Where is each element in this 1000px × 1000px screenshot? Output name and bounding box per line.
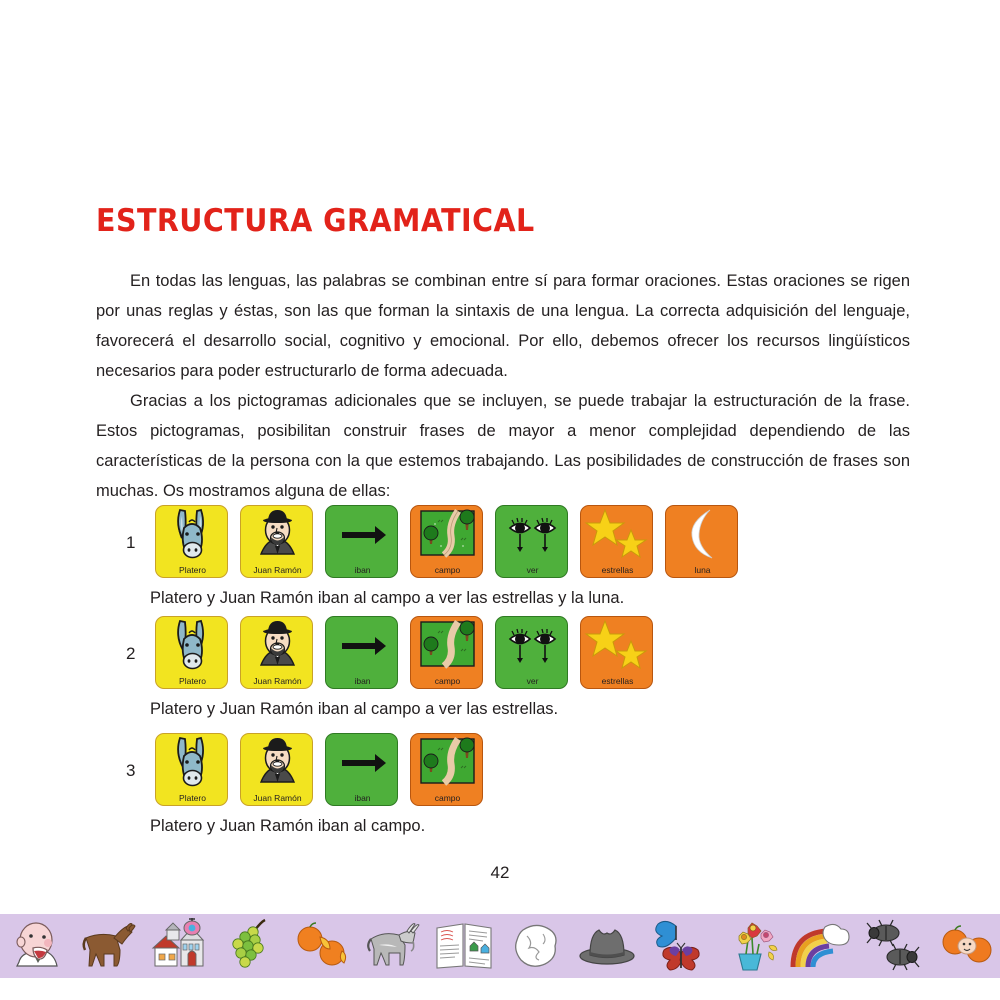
donkey-head-icon xyxy=(156,734,228,790)
footer-icon-slot xyxy=(714,914,785,978)
footer-icon-slot xyxy=(214,914,285,978)
pictogram-label: iban xyxy=(354,793,371,803)
pictogram-label: Juan Ramón xyxy=(253,676,302,686)
right-arrow-icon xyxy=(326,617,398,673)
pictogram-card-iban[interactable] xyxy=(325,505,398,578)
open-book-icon xyxy=(433,918,495,974)
countryside-icon xyxy=(411,506,483,562)
pictogram-strip xyxy=(155,616,653,689)
row-number: 3 xyxy=(126,761,136,780)
rainbow-icon xyxy=(789,921,853,971)
page-number: 42 xyxy=(490,863,510,882)
pictogram-label: Platero xyxy=(179,565,206,575)
grapes-icon xyxy=(221,918,279,974)
footer-icon-row xyxy=(0,914,1000,978)
man-with-hat-icon xyxy=(241,506,313,562)
butterflies-icon xyxy=(650,918,708,974)
pictogram-card-campo[interactable] xyxy=(410,616,483,689)
goat-icon xyxy=(363,919,423,973)
footer-icon-slot xyxy=(357,914,428,978)
pictogram-label: Platero xyxy=(179,793,206,803)
pictogram-card-juan-ramon[interactable] xyxy=(240,616,313,689)
pictogram-label: estrellas xyxy=(601,676,634,686)
pictogram-label: ver xyxy=(526,676,539,686)
pictogram-card-platero[interactable] xyxy=(155,505,228,578)
pictogram-label: iban xyxy=(354,565,371,575)
oranges-icon xyxy=(290,919,352,973)
pictogram-strip xyxy=(155,505,738,578)
pictogram-label: Juan Ramón xyxy=(253,793,302,803)
right-arrow-icon xyxy=(326,506,398,562)
pictogram-card-ver[interactable] xyxy=(495,616,568,689)
pictogram-card-platero[interactable] xyxy=(155,616,228,689)
pictogram-label: luna xyxy=(694,565,711,575)
pictogram-label: Platero xyxy=(179,676,206,686)
pictogram-card-campo[interactable] xyxy=(410,505,483,578)
child-face-icon xyxy=(7,918,65,974)
pictogram-card-platero[interactable] xyxy=(155,733,228,806)
fruit-icon xyxy=(935,920,993,972)
stars-icon xyxy=(581,506,653,562)
countryside-icon xyxy=(411,734,483,790)
sentence-caption: Platero y Juan Ramón iban al campo a ver las estrellas y la luna. xyxy=(150,589,625,607)
pictogram-label: campo xyxy=(434,793,461,803)
footer-icon-slot xyxy=(143,914,214,978)
crescent-moon-icon xyxy=(666,506,738,562)
pictogram-card-campo[interactable] xyxy=(410,733,483,806)
countryside-icon xyxy=(411,617,483,673)
footer-icon-slot xyxy=(71,914,142,978)
pictogram-card-iban[interactable] xyxy=(325,616,398,689)
paragraph-1: En todas las lenguas, las palabras se combinan entre sí para formar oraciones. Estas oraciones se rigen por unas reglas y éstas, son las que forman la sintaxis de una lengua. La correcta adquisición del lenguaje, favorecerá el desarrollo social, cognitivo y emocional. Por ello, debemos ofrecer los recursos lingüísticos necesarios para poder estructurarlo de forma adecuada. xyxy=(96,272,910,380)
stars-icon xyxy=(581,617,653,673)
hat-icon xyxy=(577,922,637,970)
pictogram-label: ver xyxy=(526,565,539,575)
pictogram-label: Juan Ramón xyxy=(253,565,302,575)
footer-icon-slot xyxy=(928,914,999,978)
paragraph-2: Gracias a los pictogramas adicionales que se incluyen, se puede trabajar la estructuración de la frase. Estos pictogramas, posibilitan construir frases de mayor a menor complejidad dependiendo de las características de la persona con la que estemos trabajando. Las posibilidades de construcción de frases son muchas. Os mostramos alguna de ellas: xyxy=(96,392,910,500)
page-title: ESTRUCTURA GRAMATICAL xyxy=(96,203,535,239)
pictogram-card-juan-ramon[interactable] xyxy=(240,733,313,806)
footer-icon-slot xyxy=(786,914,857,978)
pictogram-label: estrellas xyxy=(601,565,634,575)
footer-icon-slot xyxy=(429,914,500,978)
flower-vase-icon xyxy=(719,918,781,974)
footer-icon-slot xyxy=(500,914,571,978)
sentence-caption: Platero y Juan Ramón iban al campo. xyxy=(150,817,426,835)
man-with-hat-icon xyxy=(241,734,313,790)
donkey-head-icon xyxy=(156,617,228,673)
donkey-head-icon xyxy=(156,506,228,562)
pictogram-card-luna[interactable] xyxy=(665,505,738,578)
row-number: 1 xyxy=(126,533,136,552)
pictogram-label: iban xyxy=(354,676,371,686)
pictogram-card-estrellas[interactable] xyxy=(580,505,653,578)
footer-icon-slot xyxy=(857,914,928,978)
footer-decorative-band xyxy=(0,914,1000,978)
row-number: 2 xyxy=(126,644,136,663)
footer-icon-slot xyxy=(571,914,642,978)
pictogram-card-ver[interactable] xyxy=(495,505,568,578)
donkey-icon xyxy=(76,920,138,972)
eyes-icon xyxy=(496,617,568,673)
footer-icon-slot xyxy=(0,914,71,978)
pictogram-strip xyxy=(155,733,483,806)
pictogram-card-juan-ramon[interactable] xyxy=(240,505,313,578)
right-arrow-icon xyxy=(326,734,398,790)
pictogram-label: campo xyxy=(434,676,461,686)
pictogram-label: campo xyxy=(434,565,461,575)
cotton-wool-icon xyxy=(509,920,563,972)
footer-icon-slot xyxy=(643,914,714,978)
man-with-hat-icon xyxy=(241,617,313,673)
village-church-icon xyxy=(147,918,211,974)
footer-icon-slot xyxy=(286,914,357,978)
eyes-icon xyxy=(496,506,568,562)
pictogram-card-estrellas[interactable] xyxy=(580,616,653,689)
sentence-caption: Platero y Juan Ramón iban al campo a ver las estrellas. xyxy=(150,700,559,718)
pictogram-card-iban[interactable] xyxy=(325,733,398,806)
beetles-icon xyxy=(864,919,922,973)
